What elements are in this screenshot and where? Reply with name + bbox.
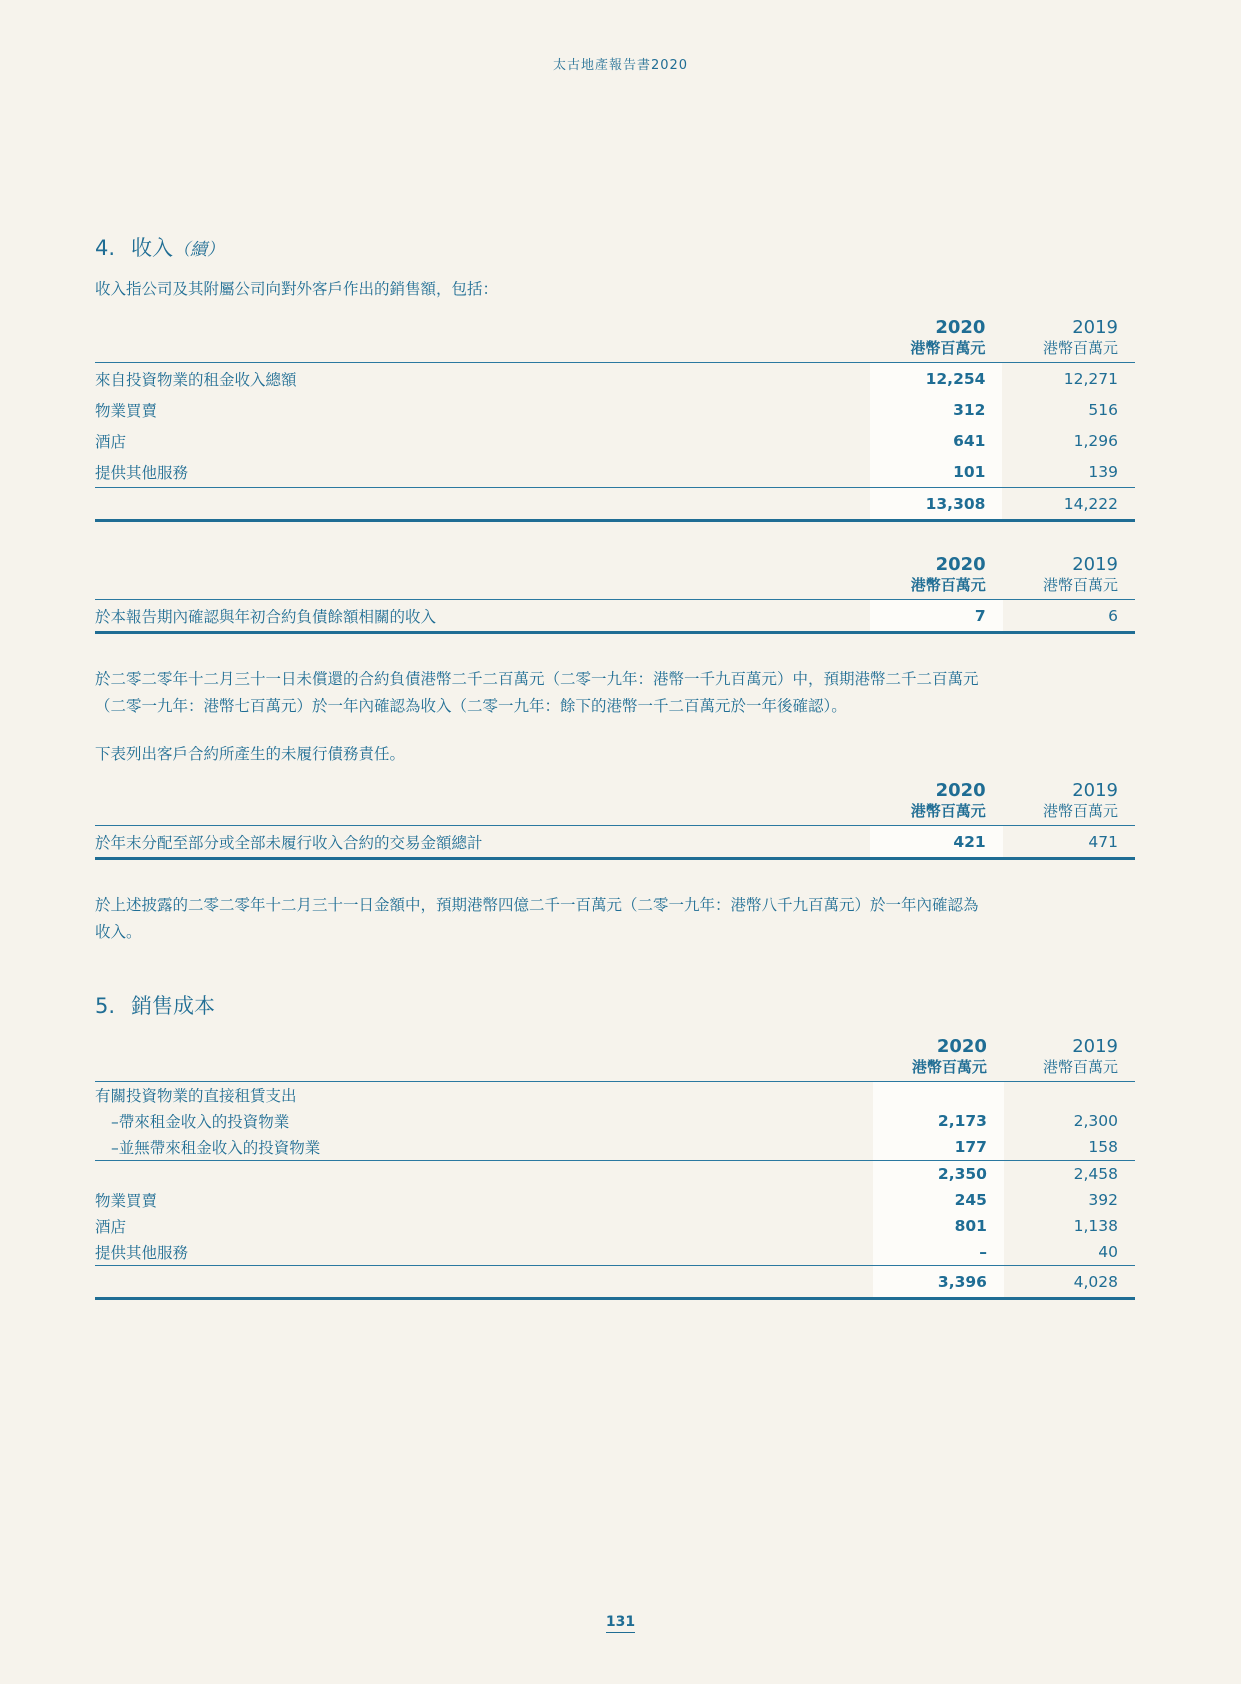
contract-liability-note	[95, 666, 1135, 768]
table-row: 物業買賣 245 392	[95, 1187, 1135, 1213]
group-label-row: 有關投資物業的直接租賃支出	[95, 1082, 1135, 1109]
unsatisfied-obligations-table	[95, 781, 1135, 860]
col-2020-header: 2020 港幣百萬元	[910, 317, 986, 357]
report-header: 太古地產報告書2020	[552, 58, 689, 73]
table-row: –並無帶來租金收入的投資物業 177 158	[95, 1134, 1135, 1161]
table-row: 酒店 801 1,138	[95, 1213, 1135, 1239]
col-2019-header: 2019 港幣百萬元	[1042, 317, 1118, 357]
note-line: 於上述披露的二零二零年十二月三十一日金額中，預期港幣四億二千一百萬元（二零一九年：港幣八千九百萬元）於一年內確認為	[95, 896, 979, 914]
section-title-text: 收入	[131, 236, 173, 260]
col-2019-header: 2019 港幣百萬元	[1042, 1036, 1118, 1076]
section-4	[95, 232, 1135, 303]
unsatisfied-obligations-intro: 下表列出客戶合約所產生的未履行債務責任。	[95, 745, 406, 763]
section-5-title	[95, 990, 1135, 1020]
revenue-table	[95, 318, 1135, 522]
section-title-text: 銷售成本	[131, 994, 215, 1018]
table-row: 提供其他服務 – 40	[95, 1239, 1135, 1266]
section-5	[95, 990, 1135, 1020]
table-row: 來自投資物業的租金收入總額 12,254 12,271	[95, 363, 1135, 395]
table-row: 提供其他服務 101 139	[95, 456, 1135, 488]
continued-label: （續）	[173, 240, 224, 260]
section-number: 4.	[95, 236, 116, 260]
note-line: （二零一九年：港幣七百萬元）於一年內確認為收入（二零一九年：餘下的港幣一千二百萬元於一年後確認）。	[95, 697, 847, 715]
section-4-title	[95, 232, 1135, 262]
table-row: –帶來租金收入的投資物業 2,173 2,300	[95, 1108, 1135, 1134]
table-header-row	[95, 555, 1135, 600]
col-2019-header: 2019 港幣百萬元	[1042, 554, 1118, 594]
col-2020-header: 2020 港幣百萬元	[910, 780, 986, 820]
section-number: 5.	[95, 994, 116, 1018]
total-row: 13,308 14,222	[95, 488, 1135, 521]
page-number: 131	[0, 1614, 1241, 1630]
note-line: 於二零二零年十二月三十一日未償還的合約負債港幣二千二百萬元（二零一九年：港幣一千九百萬元）中，預期港幣二千二百萬元	[95, 670, 979, 688]
table-row: 物業買賣 312 516	[95, 394, 1135, 425]
section-4-intro: 收入指公司及其附屬公司向對外客戶作出的銷售額，包括：	[95, 280, 499, 298]
col-2020-header: 2020 港幣百萬元	[910, 554, 986, 594]
table-header-row	[95, 781, 1135, 826]
total-row: 3,396 4,028	[95, 1266, 1135, 1299]
unsatisfied-obligations-note	[95, 892, 1135, 946]
table-row: 於本報告期內確認與年初合約負債餘額相關的收入 7 6	[95, 600, 1135, 633]
note-line: 收入。	[95, 923, 142, 941]
table-header-row	[95, 1037, 1135, 1082]
cost-of-sales-table	[95, 1037, 1135, 1300]
table-row: 於年末分配至部分或全部未履行收入合約的交易金額總計 421 471	[95, 826, 1135, 859]
col-2020-header: 2020 港幣百萬元	[911, 1036, 987, 1076]
table-row: 酒店 641 1,296	[95, 425, 1135, 456]
subtotal-row: 2,350 2,458	[95, 1161, 1135, 1188]
contract-liability-table	[95, 555, 1135, 634]
table-header-row	[95, 318, 1135, 363]
col-2019-header: 2019 港幣百萬元	[1042, 780, 1118, 820]
